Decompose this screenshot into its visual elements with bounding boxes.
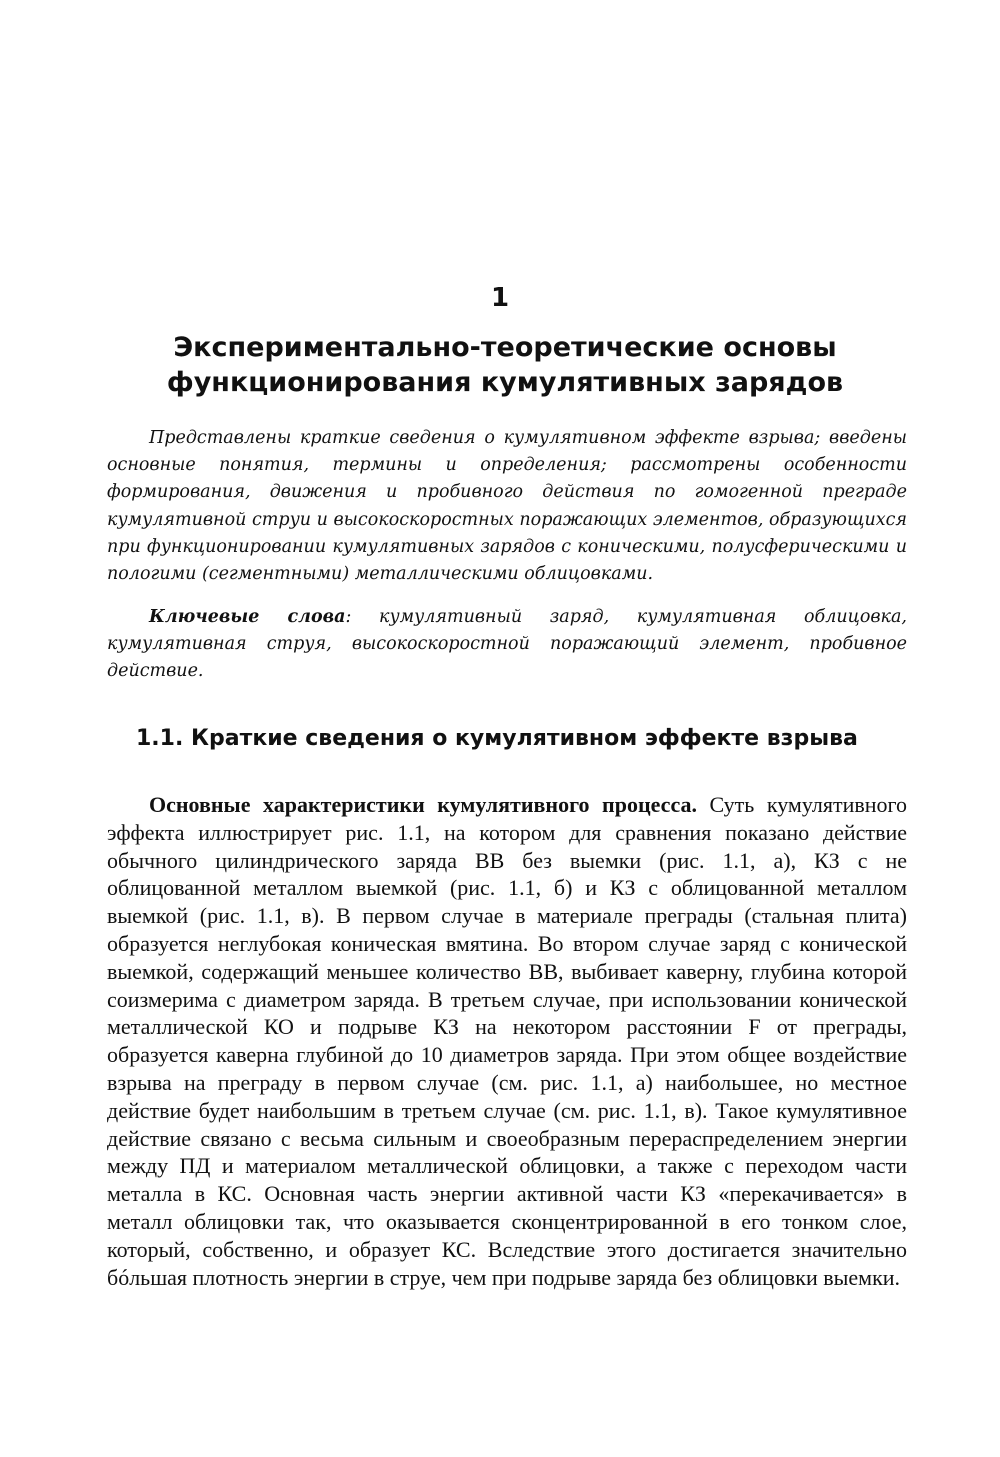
- paragraph-text: Суть кумулятивного эффекта иллюстрирует рис. 1.1, на котором для сравнения показано действие обычного цилиндрического заряда ВВ без выемки (рис. 1.1, а), КЗ с не облицованной металлом выемкой (рис. 1.1, б) и КЗ с облицованной металлом выемкой (рис. 1.1, в). В первом случае в материале преграды (стальная плита) образуется неглубокая коническая вмятина. Во втором случае заряд с конической выемкой, содержащий меньшее количество ВВ, выбивает каверну, глубина которой соизмерима с диаметром заряда. В третьем случае, при использовании конической металлической КО и подрыве КЗ на некотором расстоянии F от преграды, образуется каверна глубиной до 10 диаметров заряда. При этом общее воздействие взрыва на преграду в первом случае (см. рис. 1.1, а) наибольшее, но местное действие будет наибольшим в третьем случае (см. рис. 1.1, в). Такое кумулятивное действие связано с весьма сильным и своеобразным перераспределением энергии между ПД и материалом металлической облицовки, а также с переходом части металла в КС. Основная часть энергии активной части КЗ «перекачивается» в металл облицовки так, что оказывается сконцентрированной в его тонком слое, который, собственно, и образует КС. Вследствие этого достигается значительно бóльшая плотность энергии в струе, чем при подрыве заряда без облицовки выемки.: [107, 792, 907, 1290]
- chapter-number: 1: [490, 283, 510, 313]
- chapter-abstract: Представлены краткие сведения о кумулятивном эффекте взрыва; введены основные понятия, термины и определения; рассмотрены особенности формирования, движения и пробивного действия по гомогенной преграде кумулятивной струи и высокоскоростных поражающих элементов, образующихся при функционировании кумулятивных зарядов с коническими, полусферическими и пологими (сегментными) металлическими облицовками.: [107, 428, 907, 585]
- keywords-text: : кумулятивный заряд, кумулятивная облицовка, кумулятивная струя, высокоскоростной поражающий элемент, пробивное действие.: [107, 607, 907, 682]
- chapter-title: Экспериментально-теоретические основы функционирования кумулятивных зарядов: [166, 332, 844, 398]
- section-heading: 1.1. Краткие сведения о кумулятивном эффекте взрыва: [136, 726, 858, 751]
- keywords-paragraph: [107, 604, 907, 686]
- paragraph-lead: Основные характеристики кумулятивного процесса.: [149, 792, 697, 817]
- body-paragraph: [107, 791, 907, 1291]
- keywords-label: Ключевые слова: [149, 607, 346, 627]
